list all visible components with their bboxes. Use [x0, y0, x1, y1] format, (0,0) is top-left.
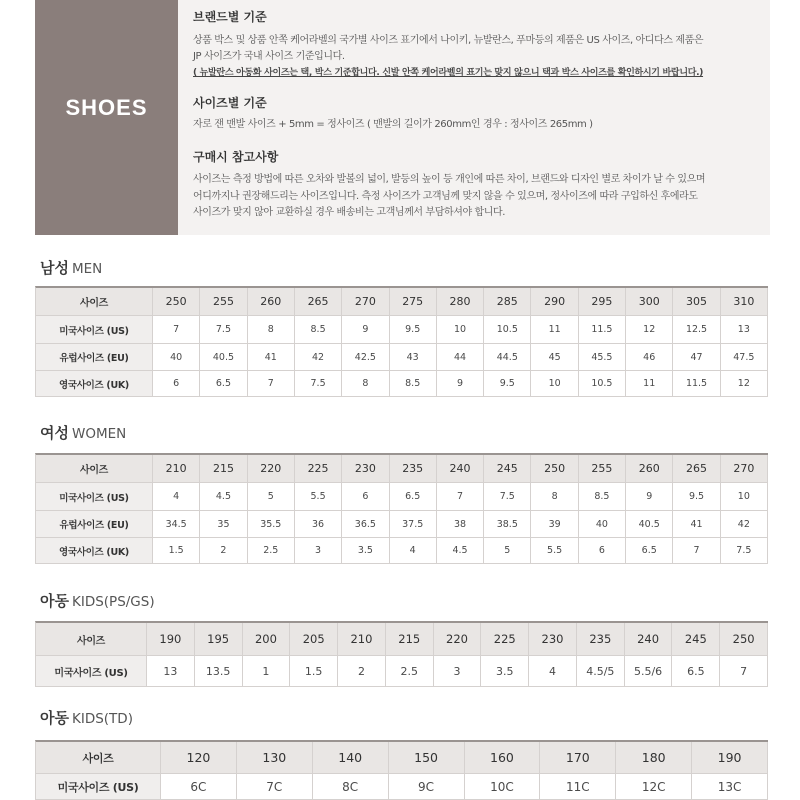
us-size-value: 12	[626, 316, 673, 344]
uk-size-value: 5.5	[531, 538, 578, 564]
uk-size-value: 3.5	[342, 538, 389, 564]
us-size-value: 10	[437, 316, 484, 344]
us-size-label: 미국사이즈 (US)	[36, 316, 153, 344]
size-label: 사이즈	[36, 742, 161, 774]
size-value: 200	[243, 623, 291, 656]
kids-ps-gs-section-title	[40, 591, 155, 611]
eu-size-value: 37.5	[390, 511, 437, 538]
purchase-notes-text: 사이즈는 측정 방법에 따른 오차와 발볼의 넓이, 발등의 높이 등 개인에 따른 차이, 브랜드와 디자인 별로 차이가 날 수 있으며	[193, 174, 706, 185]
uk-size-value: 6	[153, 371, 200, 397]
us-size-value: 9.5	[390, 316, 437, 344]
size-value: 130	[237, 742, 313, 774]
us-size-value: 12.5	[673, 316, 720, 344]
us-size-value: 9C	[389, 774, 465, 800]
eu-size-value: 35	[200, 511, 247, 538]
us-size-value: 3	[434, 656, 482, 687]
shoes-category-box	[35, 0, 178, 235]
size-label: 사이즈	[36, 623, 147, 656]
us-size-value: 6	[342, 483, 389, 511]
eu-size-value: 38.5	[484, 511, 531, 538]
eu-size-value: 43	[390, 344, 437, 371]
uk-size-value: 10	[531, 371, 578, 397]
size-value: 220	[434, 623, 482, 656]
size-value: 230	[529, 623, 577, 656]
eu-size-value: 41	[673, 511, 720, 538]
kids-td-size-table	[35, 740, 768, 800]
eu-size-value: 40.5	[626, 511, 673, 538]
eu-size-value: 34.5	[153, 511, 200, 538]
men-title-ko: 남성	[40, 259, 69, 277]
uk-size-value: 2.5	[248, 538, 295, 564]
size-value: 235	[577, 623, 625, 656]
uk-size-value: 7	[248, 371, 295, 397]
us-size-value: 11C	[540, 774, 616, 800]
kids-ps-gs-title-ko: 아동	[40, 592, 69, 610]
eu-size-value: 42	[721, 511, 768, 538]
eu-size-value: 39	[531, 511, 578, 538]
size-value: 215	[386, 623, 434, 656]
uk-size-value: 2	[200, 538, 247, 564]
size-value: 205	[290, 623, 338, 656]
size-criteria-text: 자로 잰 맨발 사이즈 + 5mm = 정사이즈 ( 맨발의 길이가 260mm인 경우 : 정사이즈 265mm )	[193, 119, 593, 130]
size-value: 220	[248, 455, 295, 483]
purchase-notes-text: 어디까지나 권장해드리는 사이즈입니다. 측정 사이즈가 고객님께 맞지 않을 수 있으며, 정사이즈에 따라 구입하신 후에라도	[193, 191, 698, 202]
size-value: 260	[248, 288, 295, 316]
us-size-value: 8	[531, 483, 578, 511]
eu-size-value: 45	[531, 344, 578, 371]
us-size-value: 10	[721, 483, 768, 511]
size-label: 사이즈	[36, 455, 153, 483]
us-size-value: 13.5	[195, 656, 243, 687]
us-size-value: 6.5	[672, 656, 720, 687]
uk-size-value: 11.5	[673, 371, 720, 397]
uk-size-value: 7.5	[721, 538, 768, 564]
uk-size-value: 10.5	[579, 371, 626, 397]
us-size-value: 11	[531, 316, 578, 344]
us-size-value: 10.5	[484, 316, 531, 344]
eu-size-value: 42	[295, 344, 342, 371]
women-title-ko: 여성	[40, 424, 69, 442]
eu-size-value: 41	[248, 344, 295, 371]
size-value: 225	[295, 455, 342, 483]
us-size-value: 2.5	[386, 656, 434, 687]
uk-size-value: 7.5	[295, 371, 342, 397]
kids-td-title-en: KIDS(TD)	[71, 711, 133, 727]
size-value: 305	[673, 288, 720, 316]
us-size-value: 7.5	[484, 483, 531, 511]
eu-size-value: 47	[673, 344, 720, 371]
us-size-value: 12C	[616, 774, 692, 800]
kids-td-title-ko: 아동	[40, 709, 69, 727]
size-criteria-heading: 사이즈별 기준	[193, 96, 267, 110]
us-size-value: 13	[721, 316, 768, 344]
size-value: 190	[147, 623, 195, 656]
us-size-value: 8	[248, 316, 295, 344]
size-label: 사이즈	[36, 288, 153, 316]
size-value: 150	[389, 742, 465, 774]
us-size-value: 7	[720, 656, 768, 687]
uk-size-value: 3	[295, 538, 342, 564]
us-size-label: 미국사이즈 (US)	[36, 656, 147, 687]
us-size-value: 4	[153, 483, 200, 511]
women-size-table	[35, 453, 768, 564]
us-size-value: 5	[248, 483, 295, 511]
size-value: 240	[625, 623, 673, 656]
us-size-label: 미국사이즈 (US)	[36, 774, 161, 800]
us-size-value: 10C	[465, 774, 541, 800]
uk-size-value: 6.5	[626, 538, 673, 564]
purchase-notes-text: 사이즈가 맞지 않아 교환하실 경우 배송비는 고객님께서 부담하셔야 합니다.	[193, 207, 506, 218]
women-section-title	[40, 423, 126, 443]
size-value: 255	[579, 455, 626, 483]
size-value: 250	[153, 288, 200, 316]
us-size-value: 4.5	[200, 483, 247, 511]
us-size-value: 1.5	[290, 656, 338, 687]
us-size-value: 6.5	[390, 483, 437, 511]
size-value: 210	[153, 455, 200, 483]
size-value: 160	[465, 742, 541, 774]
size-value: 270	[342, 288, 389, 316]
us-size-value: 6C	[161, 774, 237, 800]
size-value: 180	[616, 742, 692, 774]
size-value: 245	[672, 623, 720, 656]
size-value: 140	[313, 742, 389, 774]
uk-size-value: 9.5	[484, 371, 531, 397]
uk-size-value: 9	[437, 371, 484, 397]
size-info-panel	[178, 0, 770, 235]
eu-size-value: 36.5	[342, 511, 389, 538]
size-value: 215	[200, 455, 247, 483]
men-title-en: MEN	[71, 261, 103, 277]
size-value: 265	[673, 455, 720, 483]
us-size-value: 2	[338, 656, 386, 687]
us-size-value: 7C	[237, 774, 313, 800]
eu-size-value: 40	[153, 344, 200, 371]
category-label: SHOES	[65, 95, 148, 120]
us-size-value: 7	[437, 483, 484, 511]
us-size-value: 11.5	[579, 316, 626, 344]
size-value: 260	[626, 455, 673, 483]
eu-size-value: 47.5	[721, 344, 768, 371]
size-value: 275	[390, 288, 437, 316]
uk-size-value: 4	[390, 538, 437, 564]
us-size-label: 미국사이즈 (US)	[36, 483, 153, 511]
us-size-value: 5.5	[295, 483, 342, 511]
uk-size-value: 6.5	[200, 371, 247, 397]
eu-size-value: 42.5	[342, 344, 389, 371]
us-size-value: 13C	[692, 774, 768, 800]
eu-size-value: 35.5	[248, 511, 295, 538]
brand-criteria-note: ( 뉴발란스 아동화 사이즈는 택, 박스 기준합니다. 신발 안쪽 케어라벨의 표기는 맞지 않으니 택과 박스 사이즈를 확인하시기 바랍니다.)	[193, 68, 704, 78]
uk-size-value: 11	[626, 371, 673, 397]
uk-size-value: 8.5	[390, 371, 437, 397]
uk-size-value: 5	[484, 538, 531, 564]
brand-criteria-heading: 브랜드별 기준	[193, 10, 267, 24]
us-size-value: 13	[147, 656, 195, 687]
size-value: 190	[692, 742, 768, 774]
size-value: 255	[200, 288, 247, 316]
brand-criteria-text: 상품 박스 및 상품 안쪽 케어라벨의 국가별 사이즈 표기에서 나이키, 뉴발란스, 푸마등의 제품은 US 사이즈, 아디다스 제품은	[193, 35, 704, 46]
us-size-value: 8.5	[579, 483, 626, 511]
eu-size-value: 38	[437, 511, 484, 538]
uk-size-value: 1.5	[153, 538, 200, 564]
us-size-value: 5.5/6	[625, 656, 673, 687]
eu-size-value: 36	[295, 511, 342, 538]
us-size-value: 4.5/5	[577, 656, 625, 687]
eu-size-value: 44	[437, 344, 484, 371]
size-value: 245	[484, 455, 531, 483]
us-size-value: 9	[626, 483, 673, 511]
eu-size-value: 45.5	[579, 344, 626, 371]
size-value: 250	[720, 623, 768, 656]
kids-td-section-title	[40, 708, 133, 728]
kids-ps-gs-title-en: KIDS(PS/GS)	[71, 594, 155, 610]
men-size-table	[35, 286, 768, 397]
women-title-en: WOMEN	[71, 426, 127, 442]
uk-size-value: 4.5	[437, 538, 484, 564]
uk-size-label: 영국사이즈 (UK)	[36, 371, 153, 397]
size-value: 295	[579, 288, 626, 316]
size-value: 250	[531, 455, 578, 483]
eu-size-value: 44.5	[484, 344, 531, 371]
uk-size-value: 8	[342, 371, 389, 397]
size-value: 265	[295, 288, 342, 316]
eu-size-label: 유럽사이즈 (EU)	[36, 511, 153, 538]
uk-size-label: 영국사이즈 (UK)	[36, 538, 153, 564]
brand-criteria-text: JP 사이즈가 국내 사이즈 기준입니다.	[193, 51, 345, 62]
size-value: 235	[390, 455, 437, 483]
eu-size-label: 유럽사이즈 (EU)	[36, 344, 153, 371]
us-size-value: 1	[243, 656, 291, 687]
eu-size-value: 40	[579, 511, 626, 538]
size-value: 300	[626, 288, 673, 316]
us-size-value: 8C	[313, 774, 389, 800]
purchase-notes-heading: 구매시 참고사항	[193, 150, 279, 164]
eu-size-value: 40.5	[200, 344, 247, 371]
uk-size-value: 6	[579, 538, 626, 564]
us-size-value: 3.5	[481, 656, 529, 687]
us-size-value: 9	[342, 316, 389, 344]
kids-ps-gs-size-table	[35, 621, 768, 687]
eu-size-value: 46	[626, 344, 673, 371]
size-value: 210	[338, 623, 386, 656]
size-value: 240	[437, 455, 484, 483]
us-size-value: 7	[153, 316, 200, 344]
size-value: 170	[540, 742, 616, 774]
us-size-value: 4	[529, 656, 577, 687]
us-size-value: 7.5	[200, 316, 247, 344]
uk-size-value: 12	[721, 371, 768, 397]
size-value: 195	[195, 623, 243, 656]
size-value: 225	[481, 623, 529, 656]
us-size-value: 9.5	[673, 483, 720, 511]
men-section-title	[40, 258, 102, 278]
size-value: 285	[484, 288, 531, 316]
us-size-value: 8.5	[295, 316, 342, 344]
size-value: 280	[437, 288, 484, 316]
uk-size-value: 7	[673, 538, 720, 564]
size-value: 120	[161, 742, 237, 774]
size-value: 270	[721, 455, 768, 483]
size-value: 290	[531, 288, 578, 316]
size-value: 310	[721, 288, 768, 316]
size-value: 230	[342, 455, 389, 483]
